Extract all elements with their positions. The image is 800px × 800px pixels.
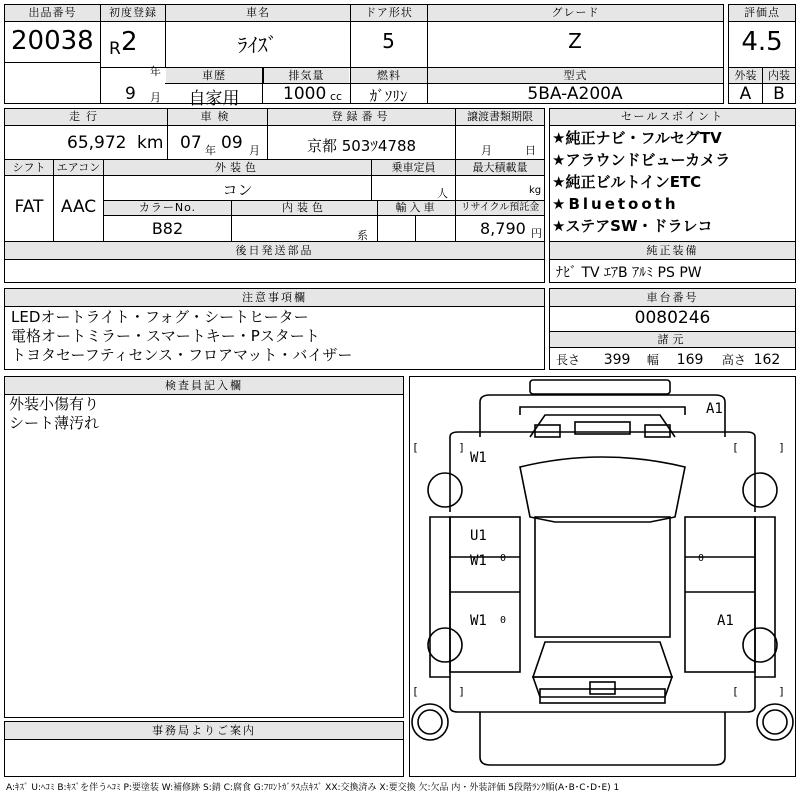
mark-door-mid: W1 [470,553,487,569]
inspector-label: 検査員記入欄 [5,377,403,395]
recycle-amount: 8,790 [480,219,526,238]
chassis-label: 車台番号 [550,289,795,307]
mark-rear-left-zero: 0 [500,615,507,626]
displacement: 1000 [283,84,327,104]
chassis-block [549,288,796,370]
bracket-right-top: [ ] [732,441,785,454]
car-name-label: 車名 [165,5,350,22]
score-block [728,4,796,104]
recycle-label: リサイクル預託金 [456,201,544,215]
inspector-block [4,376,404,718]
bracket-left-top: [ ] [412,441,465,454]
capacity-label: 乗車定員 [372,160,455,175]
note-line: トヨタセーフティセンス・フロアマット・バイザー [11,346,353,364]
max-load-label: 最大積載量 [456,160,544,175]
transfer-month-unit: 月 [481,144,492,157]
grade-label: グレード [427,5,723,22]
int-color-unit: 系 [357,229,368,242]
car-name: ﾗｲｽﾞ [237,33,278,57]
shift: FAT [14,197,44,217]
office-block [4,721,404,777]
height-label: 高さ [721,353,746,367]
note-line: LEDオートライト・フォグ・シートヒーター [11,308,309,326]
mileage-unit: km [137,133,164,153]
sales-points-block [549,108,796,242]
inspection-month: 09 [221,133,243,153]
equipment-label: 純正装備 [550,242,795,260]
fuel-label: 燃料 [350,68,427,83]
history: 自家用 [188,89,240,109]
car-diagram [409,376,796,777]
doors: 5 [382,29,395,53]
sales-points-list [550,127,730,237]
recycle-unit: 円 [531,227,542,240]
transfer-day-unit: 日 [525,144,536,157]
month-unit: 月 [150,91,161,104]
interior-grade: B [773,84,785,104]
displacement-unit: cc [330,90,343,103]
mileage: 65,972 [67,133,127,153]
door-label: ドア形状 [350,5,427,22]
mark-door-mid-zero: 0 [500,553,507,564]
sales-point: ★ステアSW・ドラレコ [552,217,713,235]
office-label: 事務局よりご案内 [5,722,403,740]
chassis-number: 0080246 [634,308,711,328]
first-reg-label: 初度登録 [100,5,165,22]
inspection-year-unit: 年 [205,144,216,157]
mark-front-right: A1 [706,401,723,417]
inspection-month-unit: 月 [249,144,260,157]
interior-label: 内装 [763,68,795,83]
ext-color: コン [222,181,253,199]
inspector-line: 外装小傷有り [9,395,100,413]
bracket-left-bottom: [ ] [412,685,465,698]
sales-point: ★純正ビルトインETC [552,173,702,191]
legend: A:ｷｽﾞ U:ﾍｺﾐ B:ｷｽﾞを伴うﾍｺﾐ P:要塗装 W:補修跡 S:錆 C:腐食 G:ﾌﾛﾝﾄｶﾞﾗｽ点ｷｽﾞ XX:交換済み X:要交換 欠:欠品 内・外装評価 5段階ﾗﾝｸ順(A･B･C･D･E) 1 [6,783,620,793]
import-label: 輸入車 [378,201,455,215]
sales-points-label: セールスポイント [550,109,795,126]
color-no-label: カラーNo. [104,201,231,215]
inspector-line: シート薄汚れ [9,414,100,432]
height: 162 [753,352,781,368]
length: 399 [603,352,631,368]
later-parts-label: 後日発送部品 [5,242,544,260]
dims-label: 諸元 [550,332,795,348]
history-label: 車歴 [166,68,262,83]
era: R [109,39,121,59]
mark-door-right-zero: 0 [698,553,705,564]
score: 4.5 [741,27,783,57]
max-load-unit: kg [529,185,542,196]
later-parts-block [4,241,545,283]
lot-label: 出品番号 [5,5,100,22]
exterior-label: 外装 [729,68,762,83]
ac: AAC [60,197,97,217]
dims-row [556,351,780,368]
width-label: 幅 [646,353,659,367]
sales-point: ★Bluetooth [552,195,679,213]
reg-label: 登録番号 [268,109,455,125]
equipment-block [549,241,796,283]
length-label: 長さ [556,353,581,367]
transfer-label: 譲渡書類期限 [456,109,544,125]
int-color-label: 内装色 [232,201,377,215]
note-line: 電格オートミラー・スマートキー・Pスタート [11,327,320,345]
first-reg-month: 9 [125,84,136,104]
fuel: ｶﾞｿﾘﾝ [369,87,408,105]
mark-door-top: U1 [470,528,487,544]
score-label: 評価点 [729,5,795,22]
model-label: 型式 [428,68,723,83]
notes-block [4,288,545,370]
details-block [4,108,545,242]
notes-label: 注意事項欄 [5,289,544,307]
grade: Z [568,29,582,53]
car-diagram-svg [410,377,795,776]
mark-front-left: W1 [470,450,487,466]
inspector-lines [5,395,99,433]
shift-label: シフト [5,160,53,175]
exterior-grade: A [739,84,752,104]
sales-point: ★純正ナビ・フルセグTV [552,129,722,147]
header-block [4,4,724,109]
sales-point: ★アラウンドビューカメラ [552,151,731,169]
equipment-items: ﾅﾋﾞ TV ｴｱB ｱﾙﾐ PS PW [556,265,702,281]
inspection-year: 07 [180,133,202,153]
displacement-label: 排気量 [263,68,349,83]
bracket-right-bottom: [ ] [732,685,785,698]
inspection-label: 車検 [168,109,267,125]
mark-rear-left: W1 [470,613,487,629]
width: 169 [676,352,704,368]
color-no: B82 [151,219,184,238]
reg-number: 京都 503ﾂ4788 [306,137,417,155]
year-unit: 年 [150,65,161,78]
lot-number: 20038 [11,26,94,56]
mark-rear-right: A1 [717,613,734,629]
ac-label: エアコン [54,160,103,175]
model-code: 5BA-A200A [527,84,623,104]
mileage-label: 走行 [5,109,167,125]
ext-color-label: 外装色 [104,160,371,175]
first-reg-year: 2 [121,27,138,57]
capacity-unit: 人 [437,187,448,200]
notes-lines [5,308,352,365]
